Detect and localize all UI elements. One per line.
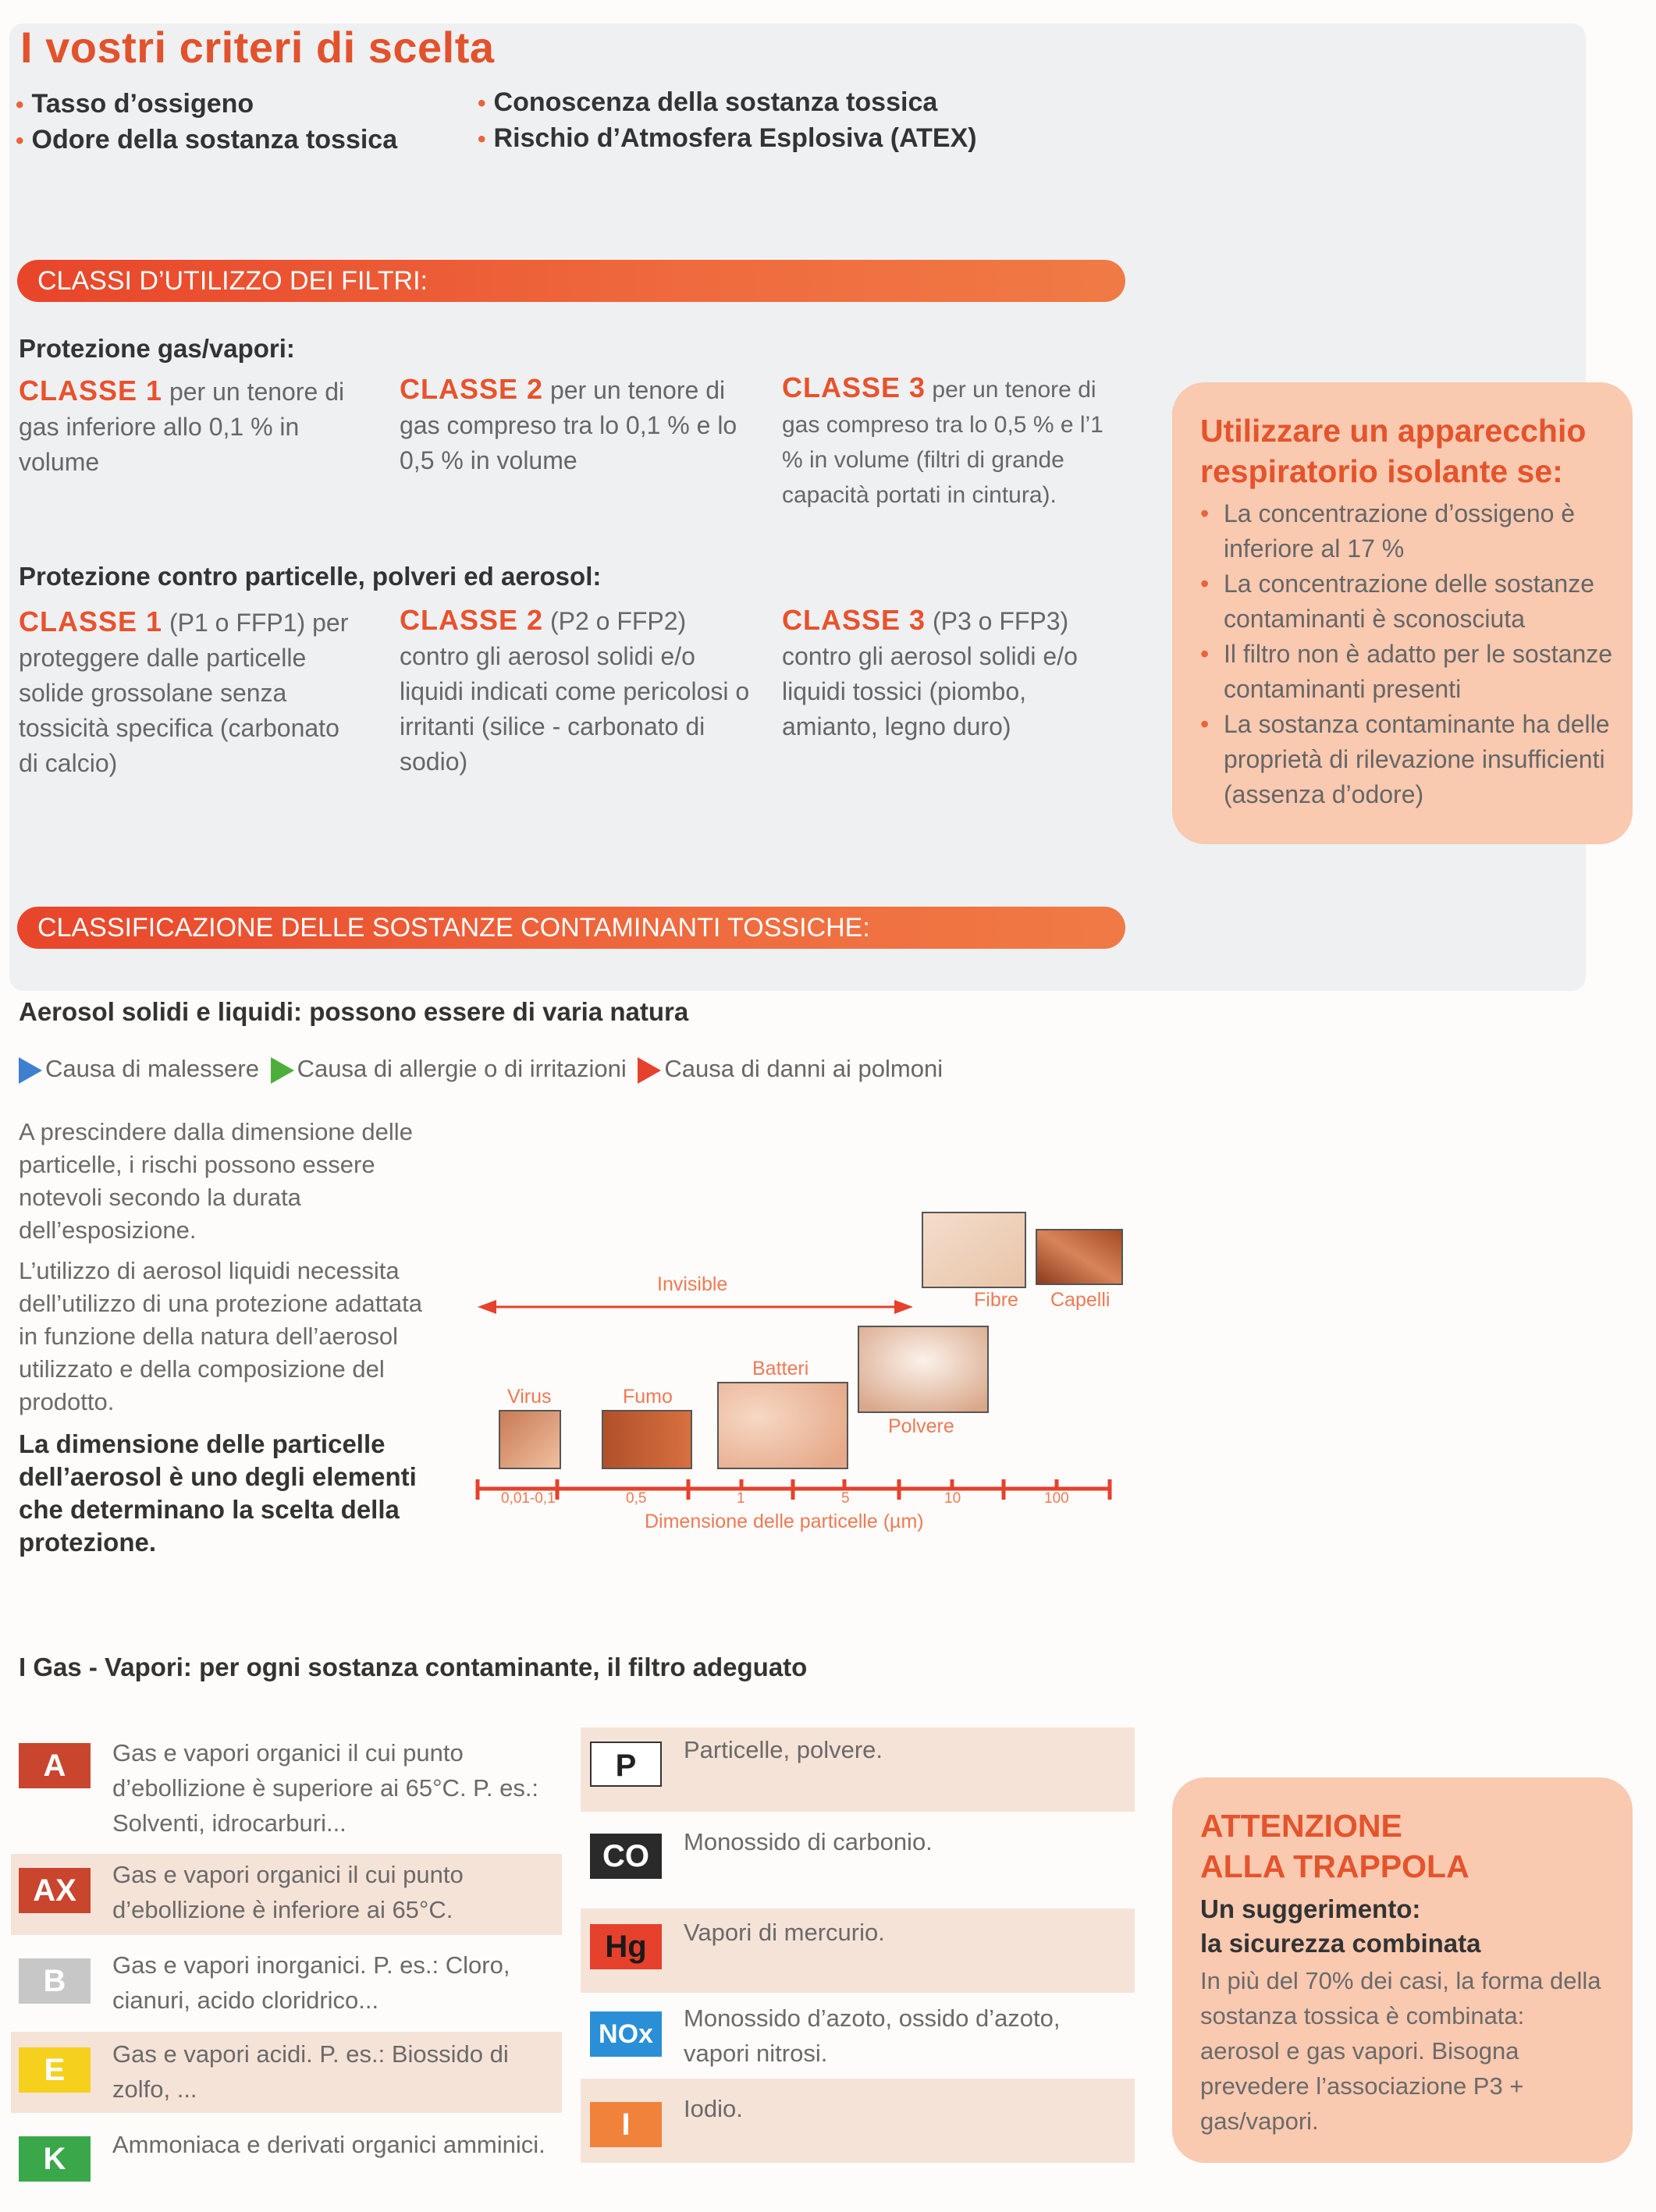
filter-badge-i: I xyxy=(590,2102,662,2147)
smoke-label: Fumo xyxy=(623,1386,673,1408)
particle-size-diagram xyxy=(468,1202,1132,1545)
dust-image xyxy=(858,1326,988,1412)
filter-badge-ax: AX xyxy=(19,1868,91,1913)
trap-title-1: ATTENZIONE xyxy=(1200,1808,1402,1844)
filter-desc: Gas e vapori organici il cui punto d’ebollizione è superiore ai 65°C. P. es.: Solventi, idrocarburi... xyxy=(112,1739,539,1837)
bacteria-image xyxy=(718,1383,848,1468)
filter-badge-co: CO xyxy=(590,1834,662,1879)
isolating-list xyxy=(1200,496,1614,812)
legend-red: Causa di danni ai polmoni xyxy=(633,1055,943,1082)
isolating-item: • La concentrazione d’ossigeno è inferiore al 17 % xyxy=(1200,496,1614,566)
criterion-atex: • Rischio d’Atmosfera Esplosiva (ATEX) xyxy=(478,123,977,153)
arrow-left-icon xyxy=(478,1300,496,1314)
tick-label: 1 xyxy=(737,1490,745,1507)
gas-class-1: CLASSE 1 per un tenore di gas inferiore allo 0,1 % in volume xyxy=(19,375,345,476)
gas-class-2: CLASSE 2 per un tenore di gas compreso tra lo 0,1 % e lo 0,5 % in volume xyxy=(400,373,737,474)
risk-legend xyxy=(19,1055,943,1084)
isolating-item: • Il filtro non è adatto per le sostanze contaminanti presenti xyxy=(1200,637,1614,707)
filter-desc: Particelle, polvere. xyxy=(684,1736,883,1763)
filter-desc: Gas e vapori inorganici. P. es.: Cloro, cianuri, acido cloridrico... xyxy=(112,1951,510,2014)
trap-subtitle-2: la sicurezza combinata xyxy=(1200,1929,1481,1958)
gas-section-heading: I Gas - Vapori: per ogni sostanza contaminante, il filtro adeguato xyxy=(19,1653,808,1681)
filter-desc: Gas e vapori acidi. P. es.: Biossido di zolfo, ... xyxy=(112,2040,509,2103)
tick-label: 0,5 xyxy=(626,1490,647,1507)
filter-badge-e: E xyxy=(19,2047,91,2093)
filter-desc: Iodio. xyxy=(684,2095,743,2122)
filter-badge-hg: Hg xyxy=(590,1924,662,1969)
tick-label: 10 xyxy=(944,1490,961,1507)
filter-desc: Ammoniaca e derivati organici amminici. xyxy=(112,2131,545,2158)
trap-title-2: ALLA TRAPPOLA xyxy=(1200,1848,1469,1884)
filter-desc: Monossido di carbonio. xyxy=(684,1828,933,1855)
legend-green: Causa di allergie o di irritazioni xyxy=(266,1055,627,1082)
legend-blue: Causa di malessere xyxy=(19,1055,259,1082)
green-triangle-icon xyxy=(271,1057,294,1084)
isolating-item: • La sostanza contaminante ha delle proprietà di rilevazione insufficienti (assenza d’odore) xyxy=(1200,707,1614,812)
invisible-label: Invisible xyxy=(657,1273,728,1295)
filter-desc: Gas e vapori organici il cui punto d’ebollizione è inferiore ai 65°C. xyxy=(112,1861,464,1923)
trap-subtitle-1: Un suggerimento: xyxy=(1200,1894,1421,1923)
red-triangle-icon xyxy=(638,1057,661,1084)
smoke-image xyxy=(602,1411,691,1468)
filter-badge-p: P xyxy=(590,1742,662,1787)
criterion-knowledge: • Conoscenza della sostanza tossica xyxy=(478,87,938,117)
axis-label: Dimensione delle particelle (µm) xyxy=(645,1511,924,1532)
filter-desc: Vapori di mercurio. xyxy=(684,1919,885,1946)
filter-badge-nox: NOx xyxy=(590,2011,662,2057)
fibre-image xyxy=(922,1213,1025,1287)
particle-class-1: CLASSE 1 (P1 o FFP1) per proteggere dalle particelle solide grossolane senza tossicità specifica (carbonato di calcio) xyxy=(19,605,349,777)
isolating-apparatus-callout xyxy=(1172,382,1633,844)
filter-desc: Monossido d’azoto, ossido d’azoto, vapori nitrosi. xyxy=(684,2004,1061,2067)
particle-protection-heading: Protezione contro particelle, polveri ed aerosol: xyxy=(19,562,602,591)
hair-label: Capelli xyxy=(1050,1289,1111,1311)
page-title: I vostri criteri di scelta xyxy=(20,23,495,72)
blue-triangle-icon xyxy=(19,1057,42,1084)
trap-callout xyxy=(1172,1777,1633,2163)
tick-label: 0,01-0,1 xyxy=(501,1490,556,1507)
toxic-band: CLASSIFICAZIONE DELLE SOSTANZE CONTAMINANTI TOSSICHE: xyxy=(17,907,1125,949)
fibre-label: Fibre xyxy=(974,1289,1018,1311)
tick-label: 100 xyxy=(1044,1490,1069,1507)
aerosol-para-3: La dimensione delle particelle dell’aerosol è uno degli elementi che determinano la scelta della protezione. xyxy=(19,1429,417,1557)
tick-label: 5 xyxy=(841,1490,850,1507)
aerosol-para-2: L’utilizzo di aerosol liquidi necessita dell’utilizzo di una protezione adattata in funzione della natura dell’aerosol utilizzato e della composizione del prodotto. xyxy=(19,1257,423,1415)
virus-label: Virus xyxy=(507,1386,552,1408)
dust-label: Polvere xyxy=(888,1415,954,1437)
gas-class-3: CLASSE 3 per un tenore di gas compreso tra lo 0,5 % e l’1 % in volume (filtri di grande capacità portati in cintura). xyxy=(782,371,1103,508)
isolating-item: • La concentrazione delle sostanze contaminanti è sconosciuta xyxy=(1200,566,1614,637)
arrow-right-icon xyxy=(894,1300,913,1314)
filter-badge-b: B xyxy=(19,1958,91,2004)
bacteria-label: Batteri xyxy=(752,1358,809,1379)
filter-badge-a: A xyxy=(19,1743,91,1788)
trap-text: In più del 70% dei casi, la forma della sostanza tossica è combinata: aerosol e gas vapori. Bisogna prevedere l’associazione P3 + gas/vapori. xyxy=(1200,1967,1601,2135)
filter-badge-k: K xyxy=(19,2136,91,2182)
isolating-title: Utilizzare un apparecchio respiratorio isolante se: xyxy=(1200,413,1587,489)
criterion-oxygen: • Tasso d’ossigeno xyxy=(16,89,254,119)
particle-class-2: CLASSE 2 (P2 o FFP2) contro gli aerosol solidi e/o liquidi indicati come pericolosi o irritanti (silice - carbonato di sodio) xyxy=(400,604,750,776)
gas-protection-heading: Protezione gas/vapori: xyxy=(19,334,295,363)
virus-image xyxy=(499,1411,560,1468)
aerosol-para-1: A prescindere dalla dimensione delle particelle, i rischi possono essere notevoli secondo la durata dell’esposizione. xyxy=(19,1118,413,1244)
criterion-odor: • Odore della sostanza tossica xyxy=(16,125,398,154)
aerosol-heading: Aerosol solidi e liquidi: possono essere di varia natura xyxy=(19,997,689,1026)
hair-image xyxy=(1036,1230,1122,1284)
filters-band: CLASSI D’UTILIZZO DEI FILTRI: xyxy=(17,260,1125,302)
particle-class-3: CLASSE 3 (P3 o FFP3) contro gli aerosol solidi e/o liquidi tossici (piombo, amianto, legno duro) xyxy=(782,604,1078,740)
